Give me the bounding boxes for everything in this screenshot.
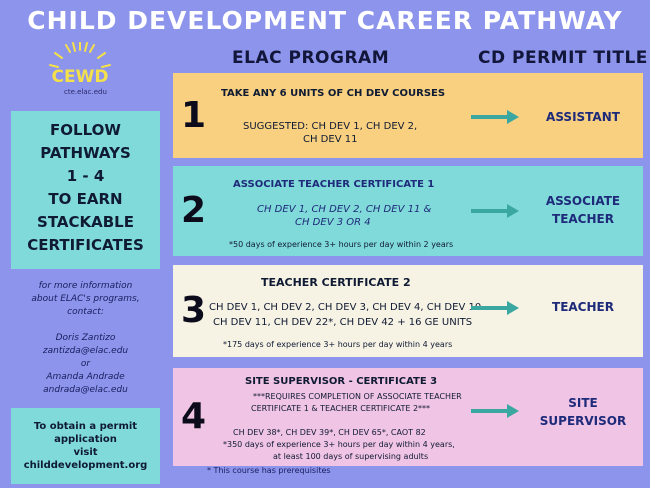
follow-line: CERTIFICATES	[27, 236, 144, 254]
permit-title-line: SUPERVISOR	[539, 414, 627, 428]
column-header-permit: CD PERMIT TITLE	[478, 48, 648, 68]
logo-subtext: cte.elac.edu	[64, 88, 107, 96]
step-heading: SITE SUPERVISOR - CERTIFICATE 3	[245, 376, 438, 387]
arrow-right-icon	[471, 404, 519, 418]
step-courses: CH DEV 38*, CH DEV 39*, CH DEV 65*, CAOT 82	[233, 428, 426, 437]
permit-title	[523, 394, 643, 430]
step-note: *350 days of experience 3+ hours per day within 4 years,	[223, 440, 455, 449]
info-line: for more information	[38, 281, 133, 291]
step-courses: CH DEV 3 OR 4	[295, 217, 371, 228]
contact-name: Amanda Andrade	[46, 372, 125, 382]
pathway-step-3	[173, 265, 643, 357]
step-courses: CH DEV 11, CH DEV 22*, CH DEV 42 + 16 GE UNITS	[213, 317, 473, 328]
permit-box-line: visit	[73, 447, 98, 458]
step-courses: CH DEV 1, CH DEV 2, CH DEV 11 &	[257, 204, 432, 215]
step-note: at least 100 days of supervising adults	[273, 452, 429, 461]
permit-title-line: ASSOCIATE	[545, 194, 621, 208]
follow-line: PATHWAYS	[40, 144, 131, 162]
contact-or: or	[80, 359, 91, 369]
pathway-step-1	[173, 73, 643, 158]
permit-title-line: TEACHER	[552, 212, 614, 226]
info-line: contact:	[67, 307, 104, 317]
contact-name: Doris Zantizo	[55, 333, 116, 343]
arrow-right-icon	[471, 301, 519, 315]
pathway-step-2	[173, 166, 643, 256]
permit-application-box	[11, 408, 160, 484]
permit-title-line: SITE	[568, 396, 598, 410]
footnote: * This course has prerequisites	[207, 466, 331, 475]
follow-line: 1 - 4	[66, 167, 105, 185]
step-number: 2	[181, 190, 207, 231]
contact-info	[11, 280, 160, 397]
logo-text: CEWD	[51, 67, 109, 87]
permit-title-line: TEACHER	[552, 300, 614, 314]
follow-line: STACKABLE	[37, 213, 134, 231]
permit-url-link[interactable]: childdevelopment.org	[23, 460, 148, 471]
step-heading: ASSOCIATE TEACHER CERTIFICATE 1	[233, 179, 435, 190]
step-heading: TEACHER CERTIFICATE 2	[261, 276, 411, 289]
step-number: 1	[181, 95, 207, 136]
step-number: 4	[181, 396, 207, 437]
permit-box-line: To obtain a permit	[33, 421, 138, 432]
contact-email[interactable]: zantizda@elac.edu	[42, 346, 129, 356]
permit-title	[523, 298, 643, 316]
permit-title-line: ASSISTANT	[546, 110, 620, 124]
step-courses: SUGGESTED: CH DEV 1, CH DEV 2,	[243, 121, 418, 132]
page-title: CHILD DEVELOPMENT CAREER PATHWAY	[27, 6, 623, 35]
step-courses: CH DEV 11	[303, 134, 358, 145]
step-requirement: CERTIFICATE 1 & TEACHER CERTIFICATE 2***	[251, 404, 431, 413]
column-header-program: ELAC PROGRAM	[232, 48, 390, 68]
step-note: *175 days of experience 3+ hours per day within 4 years	[223, 340, 453, 349]
step-note: *50 days of experience 3+ hours per day within 2 years	[229, 240, 454, 249]
arrow-right-icon	[471, 110, 519, 124]
pathway-step-4	[173, 368, 643, 466]
step-number: 3	[181, 290, 207, 331]
permit-title	[523, 108, 643, 126]
info-line: about ELAC's programs,	[31, 294, 140, 304]
arrow-right-icon	[471, 204, 519, 218]
step-requirement: ***REQUIRES COMPLETION OF ASSOCIATE TEACHER	[253, 392, 462, 401]
step-heading: TAKE ANY 6 UNITS OF CH DEV COURSES	[221, 88, 446, 99]
permit-box-line: application	[54, 434, 117, 445]
follow-line: FOLLOW	[50, 121, 121, 139]
follow-line: TO EARN	[48, 190, 123, 208]
step-courses: CH DEV 1, CH DEV 2, CH DEV 3, CH DEV 4, CH DEV 10	[209, 302, 482, 313]
contact-email[interactable]: andrada@elac.edu	[43, 385, 128, 395]
follow-pathways-box	[11, 111, 160, 269]
permit-title	[523, 192, 643, 228]
